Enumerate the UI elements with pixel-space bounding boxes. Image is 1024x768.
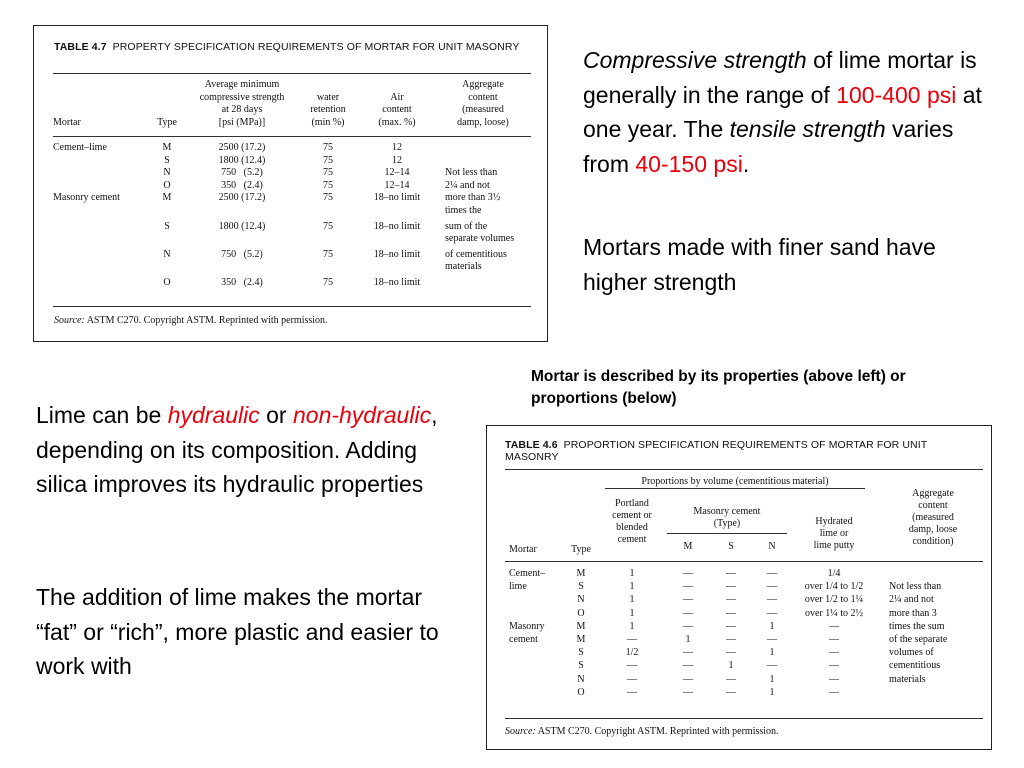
table-row: S — — 1 — — cementitious (578, 660, 941, 672)
table-row: O 350 (2.4) 75 18–no limit (163, 276, 421, 288)
table-rule (605, 488, 865, 489)
table-row: cement M — 1 — — — of the separate (509, 634, 948, 646)
table-row: N 1 — — — over 1/2 to 1¼ 2¼ and not (577, 594, 934, 606)
table-row: N — — — 1 — materials (577, 673, 926, 685)
table-row: O 1 — — — over 1¼ to 2½ more than 3 (577, 607, 937, 619)
col-hydrated-lime: Hydrated lime or lime putty (813, 516, 855, 551)
table-row: N 750 (5.2) 75 12–14 Not less than (163, 167, 498, 179)
table-rule (53, 306, 531, 307)
table-row: times the (445, 204, 482, 216)
table-row: O 350 (2.4) 75 12–14 2¼ and not (163, 179, 490, 191)
table-rule (505, 718, 983, 719)
table-row: Masonry M 1 — — 1 — times the sum (509, 620, 945, 632)
col-masonry-s: S (728, 541, 734, 552)
col-type: Type (157, 116, 177, 128)
table-row: S 1800 (12.4) 75 12 (164, 154, 402, 166)
table-4-7-body (53, 142, 533, 290)
table-4-7-title: TABLE 4.7 PROPERTY SPECIFICATION REQUIREMENTS OF MORTAR FOR UNIT MASONRY (54, 41, 520, 53)
table-rule (53, 73, 531, 74)
col-masonry-cement-group: Masonry cement (Type) (693, 506, 761, 529)
table-4-7-source: Source: ASTM C270. Copyright ASTM. Reprinted with permission. (54, 315, 328, 326)
table-4-6-image (486, 425, 992, 750)
col-water-retention: water retention (min %) (310, 91, 346, 128)
table-row: S 1800 (12.4) 75 18–no limit sum of the (164, 220, 488, 232)
proportions-group-header: Proportions by volume (cementitious material) (641, 476, 829, 487)
col-type: Type (571, 544, 591, 555)
table-rule (505, 469, 983, 470)
col-mortar: Mortar (53, 116, 81, 128)
table-4-6-title: TABLE 4.6 PROPORTION SPECIFICATION REQUIREMENTS OF MORTAR FOR UNIT MASONRY (505, 439, 928, 463)
col-mortar: Mortar (509, 544, 537, 555)
table-rule (505, 561, 983, 562)
table-4-7-header (53, 79, 533, 129)
table-4-6-source: Source: ASTM C270. Copyright ASTM. Reprinted with permission. (505, 726, 779, 737)
table-rule (667, 533, 787, 534)
table-row: Cement–lime M 2500 (17.2) 75 12 (53, 142, 402, 153)
col-masonry-m: M (683, 541, 693, 552)
table-row: S 1/2 — — 1 — volumes of (578, 647, 934, 659)
col-aggregate: Aggregate content (measured damp, loose condition) (908, 488, 958, 547)
compressive-strength-paragraph: Compressive strength of lime mortar is generally in the range of 100-400 psi at one year. The tensile strength varies from 40-150 psi. (583, 47, 982, 177)
table-4-6-body (505, 567, 985, 699)
table-4-7-image (33, 25, 548, 342)
table-row: Cement– M 1 — — — 1/4 (509, 568, 841, 579)
table-row: N 750 (5.2) 75 18–no limit of cementitious (163, 248, 507, 260)
tables-caption: Mortar is described by its properties (above left) or proportions (below) (531, 368, 906, 407)
table-row: Masonry cement M 2500 (17.2) 75 18–no limit more than 3½ (53, 192, 501, 204)
table-row: materials (445, 261, 482, 273)
hydraulic-paragraph: Lime can be hydraulic or non-hydraulic, depending on its composition. Adding silica improves its hydraulic properties (36, 402, 438, 497)
table-row: separate volumes (445, 233, 515, 245)
col-aggregate: Aggregate content (measured damp, loose) (457, 79, 509, 128)
col-portland: Portland cement or blended cement (612, 498, 652, 545)
col-masonry-n: N (768, 541, 776, 552)
table-row: lime S 1 — — — over 1/4 to 1/2 Not less than (509, 581, 942, 593)
col-strength: Average minimum compressive strength at 28 days [psi (MPa)] (199, 79, 285, 128)
table-rule (53, 136, 531, 137)
table-row: O — — — 1 — (577, 686, 839, 698)
finer-sand-paragraph: Mortars made with finer sand have higher strength (583, 234, 936, 295)
col-air-content: Air content (max. %) (378, 91, 416, 128)
lime-addition-paragraph: The addition of lime makes the mortar “fat” or “rich”, more plastic and easier to work with (36, 584, 439, 679)
